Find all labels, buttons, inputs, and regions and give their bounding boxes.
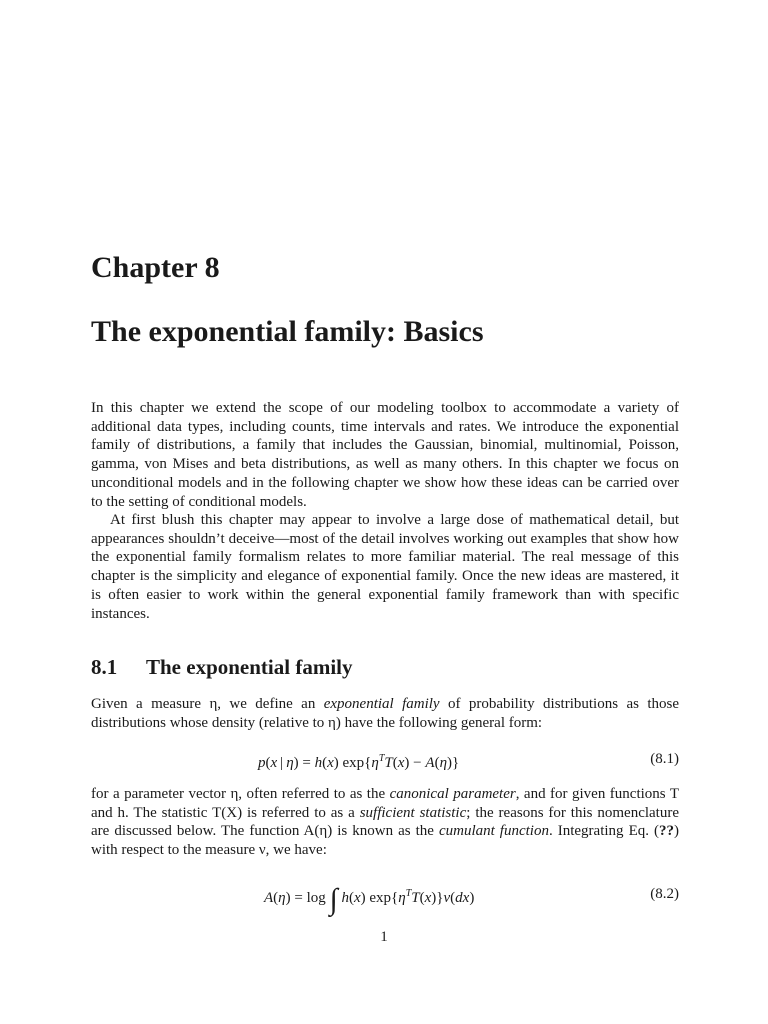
equation-8-1-body: p(x | η) = h(x) $\exp\{\eta^TT(x) - A(\eta)\}$ [258,753,460,771]
equation-8-2-body: A(η) = log ∫ h(x) $\exp\{\eta^TT(x)\}\nu(dx)$ [264,883,475,916]
term-cumulant-function: cumulant function [438,823,549,840]
parameter-paragraph: for a parameter vector η, often referred to as the canonical parameter, and for given functions T and h. The statistic T(X) is referred to as a sufficient statistic; the reasons for this nomenclature are discussed below. The function A(η) is known as the cumulant function. Integrating Eq. (??) with respect to the measure ν, we have: [91,786,679,859]
equation-8-2 [91,883,679,916]
term-exponential-family: exponential family [323,696,440,712]
section-title: The exponential family [146,655,353,679]
term-sufficient-statistic: sufficient statistic [359,804,467,821]
equation-8-2-label: (8.2) [650,886,679,902]
page-number: 1 [380,929,388,945]
section-number: 8.1 [91,655,118,679]
chapter-label: Chapter 8 [91,251,220,284]
integral-sign-icon: ∫ [329,883,338,916]
equation-8-1-label: (8.1) [650,751,679,767]
intro-paragraph-2: At first blush this chapter may appear to involve a large dose of mathematical detail, but appearances shouldn’t deceive—most of the detail involves working out examples that show how the exponential family formalism relates to more familiar material. The real message of this chapter is the simplicity and elegance of exponential family. Once the new ideas are mastered, it is often easier to work within the general exponential family framework than with specific instances. [91,512,679,622]
term-canonical-parameter: canonical parameter [389,786,516,802]
section-heading [91,654,353,680]
definition-paragraph: Given a measure η, we define an exponential family of probability distributions as those distributions whose density (relative to η) have the following general form: [91,696,679,731]
equation-8-1 [91,749,679,773]
intro-paragraph-1: In this chapter we extend the scope of our modeling toolbox to accommodate a variety of additional data types, including counts, time intervals and rates. We introduce the exponential family of distributions, a family that includes the Gaussian, binomial, multinomial, Poisson, gamma, von Mises and beta distributions, as well as many others. In this chapter we focus on unconditional models and in the following chapter we show how these ideas can be carried over to the setting of conditional models. [91,400,679,510]
chapter-title: The exponential family: Basics [91,315,484,348]
equation-reference[interactable]: ?? [659,823,674,840]
